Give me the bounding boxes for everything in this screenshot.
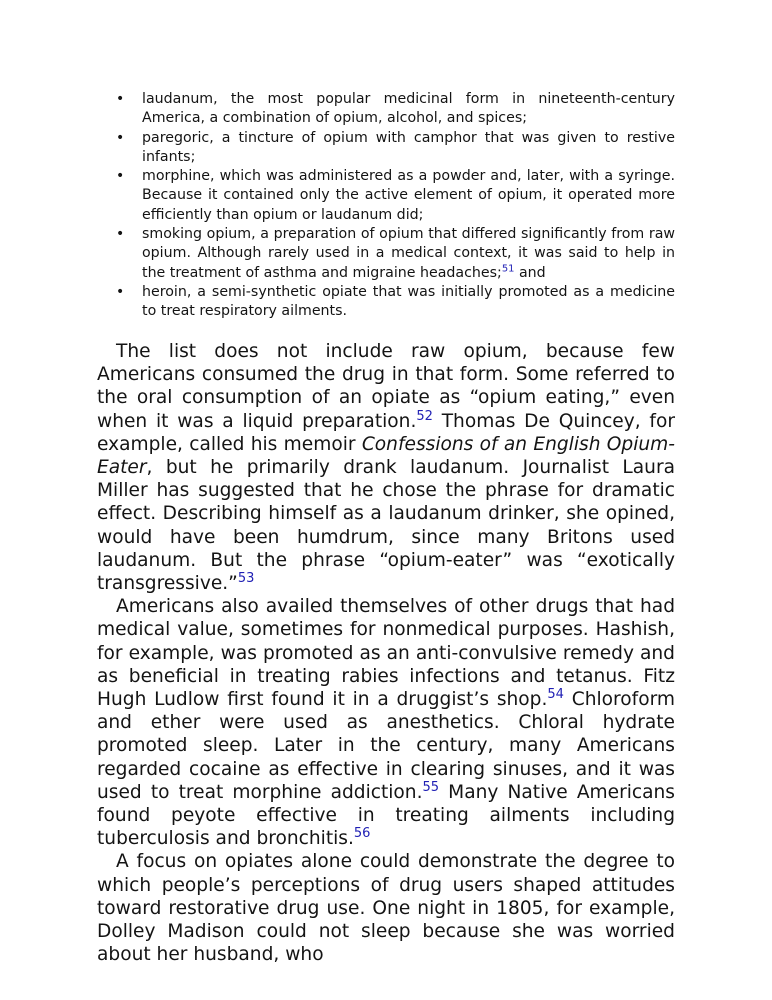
body-text	[97, 340, 675, 966]
paragraph-text: Thomas De Quincey, for example, called his memoir	[97, 410, 675, 455]
list-item-paregoric	[142, 129, 675, 168]
paragraph-text: , but he primarily drank laudanum. Journalist Laura Miller has suggested that he chose the phrase for dramatic effect. Describing himself as a laudanum drinker, she opined, would have been humdrum, since many Britons used laudanum. But the phrase “opium-eater” was “exotically transgressive.”	[97, 457, 675, 595]
footnote-ref-55[interactable]: 55	[422, 779, 440, 795]
paragraph-other-drugs	[97, 595, 675, 850]
paragraph-text: The list does not include raw opium, because few Americans consumed the drug in that form. Some referred to the oral consumption of an opiate as “opium eating,” even when it was a liquid preparation.	[97, 341, 675, 432]
footnote-ref-51[interactable]: 51	[501, 263, 515, 275]
paragraph-text: Chloroform and ether were used as anesthetics. Chloral hydrate promoted sleep. Later in the century, many Americans regarded cocaine as effective in clearing sinuses, and it was used to treat morphine addiction.	[97, 689, 676, 803]
paragraph-text: Many Native Americans found peyote effective in treating ailments including tuberculosis and bronchitis.	[97, 781, 675, 850]
list-item-text-after: and	[514, 264, 546, 281]
list-item-text: paregoric, a tincture of opium with camphor that was given to restive infants;	[142, 129, 675, 165]
paragraph-opiates-focus	[97, 850, 675, 966]
list-item-text: morphine, which was administered as a powder and, later, with a syringe. Because it contained only the active element of opium, it operated more efficiently than opium or laudanum did;	[142, 168, 675, 223]
list-item-text: laudanum, the most popular medicinal form in nineteenth-century America, a combination of opium, alcohol, and spices;	[142, 91, 675, 127]
list-item-text: smoking opium, a preparation of opium that differed significantly from raw opium. Although rarely used in a medical context, it was said to help in the treatment of asthma and migraine headaches;	[142, 226, 675, 281]
list-item-text: heroin, a semi-synthetic opiate that was initially promoted as a medicine to treat respiratory ailments.	[142, 283, 675, 320]
paragraph-raw-opium	[97, 340, 675, 595]
list-item-smoking-opium	[142, 225, 675, 283]
opiate-forms-list	[142, 90, 675, 322]
footnote-ref-52[interactable]: 52	[416, 408, 433, 424]
list-item-morphine	[142, 167, 675, 225]
paragraph-text: Americans also availed themselves of other drugs that had medical value, sometimes for nonmedical purposes. Hashish, for example, was promoted as an anti-convulsive remedy and as beneficial in treating rabies infections and tetanus. Fitz Hugh Ludlow first found it in a druggist’s shop.	[97, 596, 675, 711]
footnote-ref-54[interactable]: 54	[547, 686, 564, 702]
list-item-laudanum	[142, 90, 675, 129]
paragraph-text: A focus on opiates alone could demonstrate the degree to which people’s perceptions of drug users shaped attitudes toward restorative drug use. One night in 1805, for example, Dolley Madison could not sleep because she was worried about her husband, who	[97, 851, 675, 966]
book-title: Confessions of an English Opium-Eater	[97, 433, 675, 479]
footnote-ref-56[interactable]: 56	[353, 826, 371, 842]
footnote-ref-53[interactable]: 53	[237, 570, 255, 586]
list-item-heroin	[142, 283, 675, 322]
